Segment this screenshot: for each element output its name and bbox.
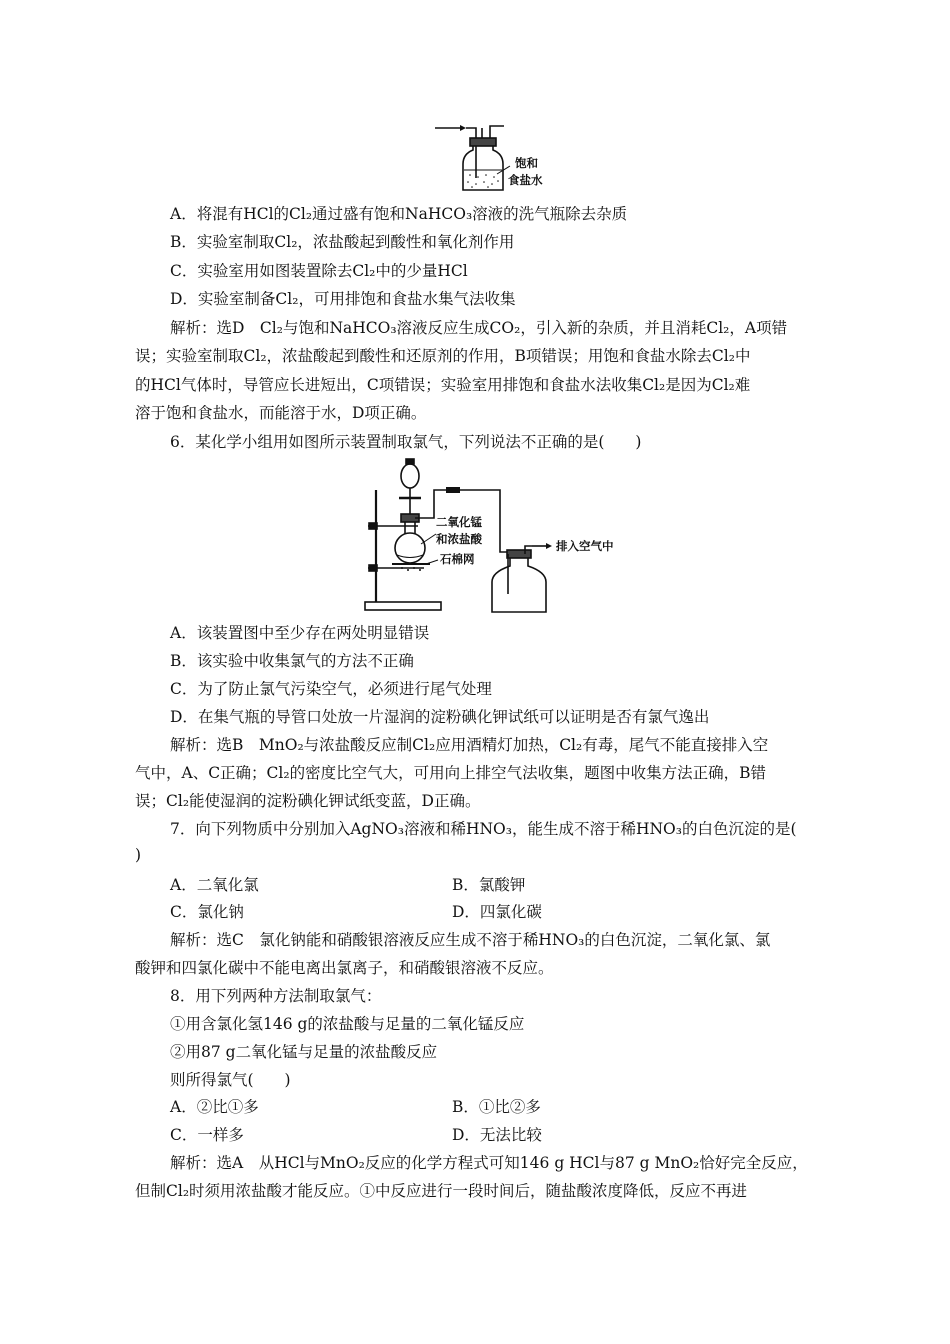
q8-option-d: D．无法比较 bbox=[452, 1126, 542, 1144]
q7-analysis-line: 酸钾和四氯化碳中不能电离出氯离子，和硝酸银溶液不反应。 bbox=[135, 959, 554, 977]
q5-analysis-line: 溶于饱和食盐水，而能溶于水，D项正确。 bbox=[135, 404, 427, 422]
figure2-label-reagent-1: 二氧化锰 bbox=[436, 515, 482, 529]
q8-stem: 8．用下列两种方法制取氯气： bbox=[170, 987, 382, 1005]
q6-analysis-line: 解析：选B MnO₂与浓盐酸反应制Cl₂应用酒精灯加热，Cl₂有毒，尾气不能直接排入空 bbox=[170, 736, 769, 754]
q7-option-c: C．氯化钠 bbox=[170, 903, 244, 921]
q7-option-d: D．四氯化碳 bbox=[452, 903, 542, 921]
figure2-label-exhaust: 排入空气中 bbox=[556, 539, 614, 553]
q6-option-a: A．该装置图中至少存在两处明显错误 bbox=[170, 624, 430, 642]
q8-analysis-line: 解析：选A 从HCl与MnO₂反应的化学方程式可知146 g HCl与87 g MnO₂恰好完全反应， bbox=[170, 1154, 808, 1172]
q8-option-c: C．一样多 bbox=[170, 1126, 244, 1144]
q6-option-b: B．该实验中收集氯气的方法不正确 bbox=[170, 652, 414, 670]
q7-stem: 7．向下列物质中分别加入AgNO₃溶液和稀HNO₃，能生成不溶于稀HNO₃的白色沉淀的是( bbox=[170, 820, 797, 838]
q8-method-1: ①用含氯化氢146 g的浓盐酸与足量的二氧化锰反应 bbox=[170, 1015, 525, 1033]
q5-option-b: B．实验室制取Cl₂，浓盐酸起到酸性和氧化剂作用 bbox=[170, 233, 515, 251]
q8-method-2: ②用87 g二氧化锰与足量的浓盐酸反应 bbox=[170, 1043, 438, 1061]
q6-option-d: D．在集气瓶的导管口处放一片湿润的淀粉碘化钾试纸可以证明是否有氯气逸出 bbox=[170, 708, 710, 726]
q7-option-b: B．氯酸钾 bbox=[452, 876, 526, 894]
q7-option-a: A．二氧化氯 bbox=[170, 876, 259, 894]
q8-option-a: A．②比①多 bbox=[170, 1098, 259, 1116]
q8-question: 则所得氯气( ) bbox=[170, 1071, 291, 1089]
q5-option-c: C．实验室用如图装置除去Cl₂中的少量HCl bbox=[170, 262, 468, 280]
q6-option-c: C．为了防止氯气污染空气，必须进行尾气处理 bbox=[170, 680, 492, 698]
q7-stem-cont: ) bbox=[135, 846, 142, 864]
q5-analysis-line: 的HCl气体时，导管应长进短出，C项错误；实验室用排饱和食盐水法收集Cl₂是因为Cl₂难 bbox=[135, 376, 751, 394]
q8-analysis-line: 但制Cl₂时须用浓盐酸才能反应。①中反应进行一段时间后，随盐酸浓度降低，反应不再进 bbox=[135, 1182, 748, 1200]
figure2-label-gauze: 石棉网 bbox=[440, 552, 475, 566]
q8-option-b: B．①比②多 bbox=[452, 1098, 541, 1116]
q6-stem: 6．某化学小组用如图所示装置制取氯气，下列说法不正确的是( ) bbox=[170, 433, 642, 451]
q7-analysis-line: 解析：选C 氯化钠能和硝酸银溶液反应生成不溶于稀HNO₃的白色沉淀，二氧化氯、氯 bbox=[170, 931, 771, 949]
q5-analysis-line: 误；实验室制取Cl₂，浓盐酸起到酸性和还原剂的作用，B项错误；用饱和食盐水除去Cl₂中 bbox=[135, 347, 751, 365]
chlorine-apparatus-figure bbox=[360, 454, 660, 616]
figure1-label-1: 饱和 bbox=[515, 156, 538, 170]
figure2-label-reagent-2: 和浓盐酸 bbox=[436, 532, 482, 546]
figure1-label-2: 食盐水 bbox=[508, 173, 543, 187]
wash-bottle-figure bbox=[430, 118, 560, 198]
q6-analysis-line: 气中，A、C正确；Cl₂的密度比空气大，可用向上排空气法收集，题图中收集方法正确，B错 bbox=[135, 764, 766, 782]
q5-option-a: A．将混有HCl的Cl₂通过盛有饱和NaHCO₃溶液的洗气瓶除去杂质 bbox=[170, 205, 628, 223]
q5-option-d: D．实验室制备Cl₂，可用排饱和食盐水集气法收集 bbox=[170, 290, 516, 308]
q5-analysis-line: 解析：选D Cl₂与饱和NaHCO₃溶液反应生成CO₂，引入新的杂质，并且消耗Cl₂，A项错 bbox=[170, 319, 788, 337]
q6-analysis-line: 误；Cl₂能使湿润的淀粉碘化钾试纸变蓝，D正确。 bbox=[135, 792, 481, 810]
